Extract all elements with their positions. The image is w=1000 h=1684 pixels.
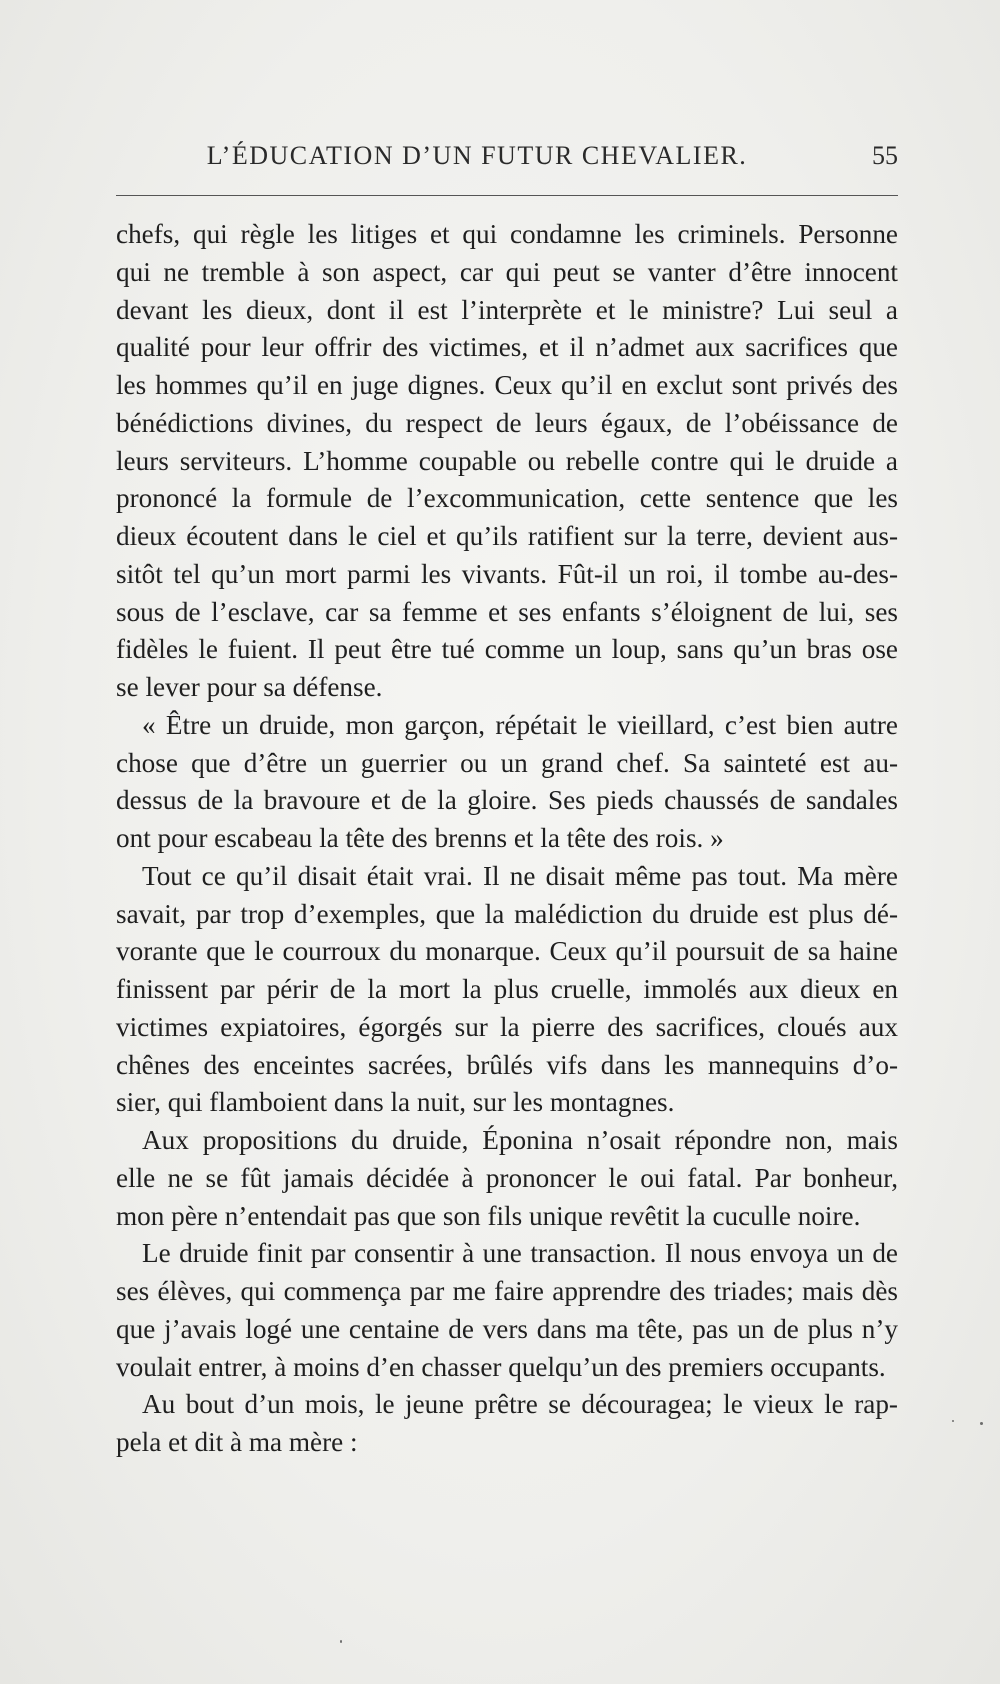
text-line: chênes des enceintes sacrées, brûlés vifs dans les mannequins d’o- <box>116 1049 898 1080</box>
text-line: sier, qui flamboient dans la nuit, sur les montagnes. <box>116 1087 675 1118</box>
text-line: Le druide finit par consentir à une transaction. Il nous envoya un de <box>142 1238 898 1269</box>
text-line: sitôt tel qu’un mort parmi les vivants. Fût-il un roi, il tombe au-des- <box>116 558 898 589</box>
text-line: voulait entrer, à moins d’en chasser quelqu’un des premiers occupants. <box>116 1351 886 1382</box>
text-line: Tout ce qu’il disait était vrai. Il ne disait même pas tout. Ma mère <box>142 860 898 891</box>
text-line: « Être un druide, mon garçon, répétait le vieillard, c’est bien autre <box>142 709 898 740</box>
page-number: 55 <box>872 141 898 170</box>
paper-speck <box>340 1640 342 1643</box>
text-line: dessus de la bravoure et de la gloire. Ses pieds chaussés de sandales <box>116 785 898 816</box>
text-line: les hommes qu’il en juge dignes. Ceux qu’il en exclut sont privés des <box>116 370 898 400</box>
text-line: victimes expiatoires, égorgés sur la pierre des sacrifices, cloués aux <box>116 1011 898 1042</box>
text-line: finissent par périr de la mort la plus cruelle, immolés aux dieux en <box>116 974 898 1004</box>
text-line: chose que d’être un guerrier ou un grand chef. Sa sainteté est au- <box>116 747 898 778</box>
text-line: pela et dit à ma mère : <box>116 1427 358 1457</box>
text-line: Au bout d’un mois, le jeune prêtre se découragea; le vieux le rap- <box>142 1389 898 1420</box>
text-line: se lever pour sa défense. <box>116 672 383 702</box>
text-line: ont pour escabeau la tête des brenns et la tête des rois. » <box>116 823 724 853</box>
text-line: dieux écoutent dans le ciel et qu’ils ratifient sur la terre, devient aus- <box>116 521 898 551</box>
text-line: vorante que le courroux du monarque. Ceux qu’il poursuit de sa haine <box>116 936 898 967</box>
text-line: leurs serviteurs. L’homme coupable ou rebelle contre qui le druide a <box>116 445 898 476</box>
text-line: que j’avais logé une centaine de vers dans ma tête, pas un de plus n’y <box>116 1313 898 1344</box>
paper-speck <box>952 1420 954 1422</box>
running-title: L’ÉDUCATION D’UN FUTUR CHEVALIER. <box>206 141 748 170</box>
text-line: bénédictions divines, du respect de leurs égaux, de l’obéissance de <box>116 407 898 438</box>
text-line: sous de l’esclave, car sa femme et ses enfants s’éloignent de lui, ses <box>116 596 898 627</box>
text-line: savait, par trop d’exemples, que la malédiction du druide est plus dé- <box>116 898 898 929</box>
text-line: mon père n’entendait pas que son fils unique revêtit la cuculle noire. <box>116 1200 861 1231</box>
text-line: qui ne tremble à son aspect, car qui peut se vanter d’être innocent <box>116 256 898 287</box>
text-line: elle ne se fût jamais décidée à prononcer le oui fatal. Par bonheur, <box>116 1162 898 1193</box>
text-line: fidèles le fuient. Il peut être tué comme un loup, sans qu’un bras ose <box>116 634 898 665</box>
body-text <box>116 216 898 1462</box>
text-line: chefs, qui règle les litiges et qui condamne les criminels. Personne <box>116 219 898 249</box>
text-line: qualité pour leur offrir des victimes, et il n’admet aux sacrifices que <box>116 332 898 363</box>
header-rule <box>116 195 898 196</box>
paper-speck <box>980 1422 983 1425</box>
text-line: ses élèves, qui commença par me faire apprendre des triades; mais dès <box>116 1276 898 1306</box>
page-header <box>116 141 898 177</box>
text-line: devant les dieux, dont il est l’interprète et le ministre? Lui seul a <box>116 294 898 325</box>
text-line: prononcé la formule de l’excommunication, cette sentence que les <box>116 483 898 514</box>
text-line: Aux propositions du druide, Éponina n’osait répondre non, mais <box>142 1125 898 1155</box>
